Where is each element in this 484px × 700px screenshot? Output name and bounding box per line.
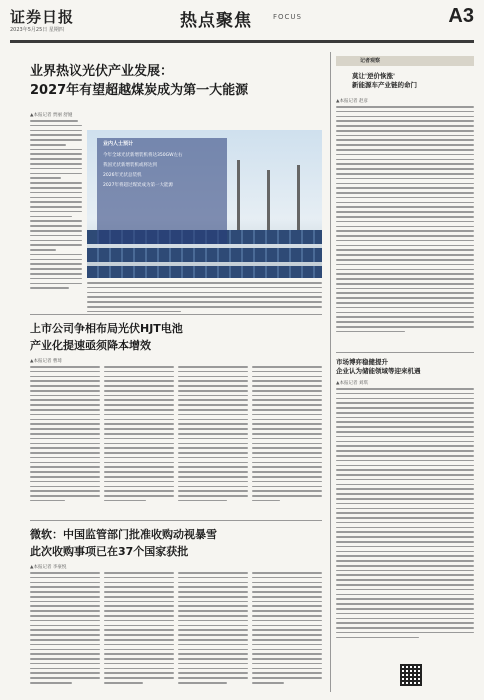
qr-code [400, 664, 422, 686]
right-divider [336, 352, 474, 353]
overlay-line: 2026年光伏总装机 [103, 173, 142, 178]
main-byline: ▲本报记者 贾丽 舒娅 [30, 113, 73, 118]
main-headline-line2: 2027年有望超越煤炭成为第一大能源 [30, 83, 249, 98]
overlay-line: 2027年将超过煤炭成为第一大能源 [103, 183, 173, 188]
wechat-body-col2 [104, 572, 174, 692]
main-headline-line1: 业界热议光伏产业发展： [30, 64, 174, 79]
market-headline-line2: 企业认为储能领域等迎来机遇 [336, 367, 421, 375]
overlay-line: 今年全球光伏新增装机将达350GW左右 [103, 153, 183, 158]
market-headline-line1: 市场博弈稳健提升 [336, 358, 388, 366]
opinion-headline-line2: 新能源车产业链的命门 [352, 81, 417, 89]
masthead-rule [10, 40, 474, 43]
opinion-headline-line1: 莫让'逆价恢涨' [352, 72, 395, 80]
issue-date: 2023年5月25日 星期四 [10, 27, 64, 33]
masthead [0, 0, 484, 44]
hjt-body-col3 [178, 366, 248, 516]
opinion-headline [352, 72, 417, 90]
wechat-headline [30, 526, 217, 560]
market-byline: ▲本报记者 刘琪 [336, 381, 368, 386]
overlay-line: 我国光伏新增装机或将达到 [103, 163, 157, 168]
hjt-body-col1 [30, 366, 100, 516]
wechat-body-col4 [252, 572, 322, 692]
photo-overlay-box [97, 138, 227, 244]
main-headline [30, 62, 248, 100]
opinion-body [336, 106, 474, 346]
main-body-col1 [30, 120, 82, 310]
wechat-headline-line1: 微软：中国监管部门批准收购动视暴雪 [30, 528, 217, 541]
section-title: 热点聚焦 [180, 11, 252, 31]
article-divider [30, 314, 322, 315]
market-headline [336, 358, 421, 376]
newspaper-logo: 证券日报 [10, 8, 75, 26]
article-divider [30, 520, 322, 521]
section-title-en: FOCUS [273, 13, 302, 21]
hjt-body-col4 [252, 366, 322, 516]
page-number: A3 [448, 5, 474, 27]
market-body [336, 388, 474, 658]
column-divider [330, 52, 331, 692]
opinion-byline: ▲本报记者 赵彦 [336, 99, 368, 104]
overlay-title: 业内人士预计 [103, 141, 134, 147]
hjt-headline-line1: 上市公司争相布局光伏HJT电池 [30, 322, 183, 335]
hjt-headline [30, 320, 183, 354]
wechat-body-col1 [30, 572, 100, 692]
wechat-headline-line2: 此次收购事项已在37个国家获批 [30, 545, 189, 558]
hjt-body-col2 [104, 366, 174, 516]
opinion-tag-label: 记者观察 [360, 58, 381, 64]
hjt-headline-line2: 产业化提速亟须降本增效 [30, 339, 151, 352]
solar-panel-photo [87, 130, 322, 278]
main-body-bottom [87, 282, 322, 312]
wechat-body-col3 [178, 572, 248, 692]
wechat-byline: ▲本报记者 李豪悦 [30, 565, 67, 570]
opinion-tag [336, 56, 474, 66]
hjt-byline: ▲本报记者 曹琦 [30, 359, 62, 364]
